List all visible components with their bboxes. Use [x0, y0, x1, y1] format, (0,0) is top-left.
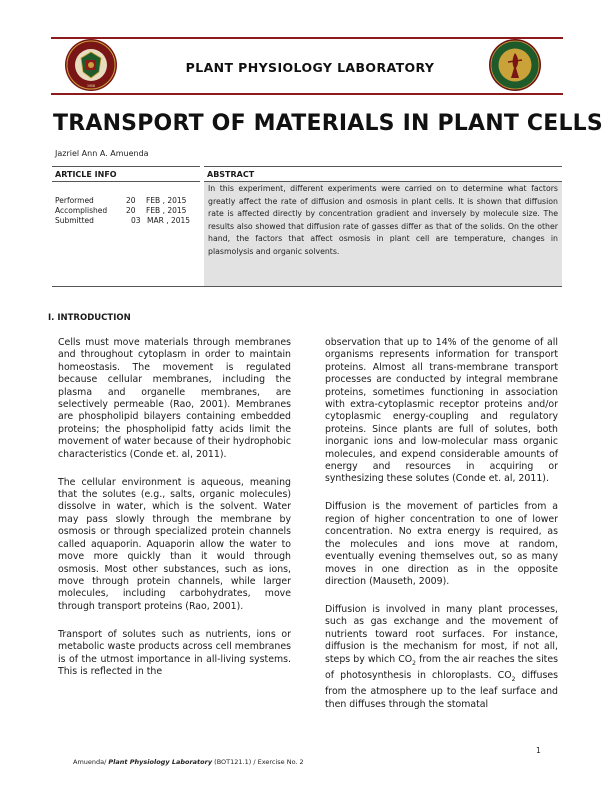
svg-text:1908: 1908: [86, 84, 96, 88]
up-visayas-seal-logo: [488, 38, 542, 92]
paragraph: The cellular environment is aqueous, meaning that the solutes (e.g., salts, organic molecules) dissolve in water, which is the solvent. Water may pass slowly through the membrane by osmosis or through specialized protein channels called aquaporin. Aquaporin allow the water to move more quickly than it would through osmosis. Most other substances, such as ions, move through protein channels, while larger molecules, including carbohydrates, move through transport proteins (Rao, 2001).: [58, 476, 291, 612]
info-date: FEB , 2015: [146, 206, 187, 215]
abstract-heading: ABSTRACT: [204, 166, 562, 182]
abstract-box: [204, 166, 562, 286]
info-row-accomplished: [52, 206, 200, 216]
running-footer: Amuenda/ Plant Physiology Laboratory (BOT121.1) / Exercise No. 2: [73, 758, 304, 766]
paragraph: Diffusion is the movement of particles from a region of higher concentration to one of lower concentration. No extra energy is required, as the molecules and ions move at random, eventually evening themselves out, so as many moves in one direction as in the opposite direction (Mauseth, 2009).: [325, 501, 558, 587]
up-seal-logo: [64, 38, 118, 92]
paper-title: TRANSPORT OF MATERIALS IN PLANT CELLS: [53, 111, 603, 136]
article-info-box: [52, 166, 200, 286]
info-day: 20: [126, 206, 136, 215]
paragraph: Cells must move materials through membranes and throughout cytoplasm in order to maintain homeostasis. The movement is regulated because cellular membranes, including the plasma and organelle membranes, are selectively permeable (Rao, 2001). Membranes are phospholipid bilayers containing embedded proteins; the phospholipid fatty acids limit the movement of water because of their hydrophobic characteristics (Conde et. al, 2011).: [58, 337, 291, 460]
info-day: 20: [126, 196, 136, 205]
info-date: MAR , 2015: [147, 216, 191, 225]
right-column: [325, 337, 558, 727]
info-label: Accomplished: [55, 206, 108, 215]
header-top-rule: [51, 37, 563, 39]
left-column: [58, 337, 291, 694]
laboratory-heading: PLANT PHYSIOLOGY LABORATORY: [185, 60, 435, 75]
paragraph: observation that up to 14% of the genome of all organisms represents information for transport proteins. Almost all trans-membrane transport processes are conducted by integral membrane proteins, sometimes functioning in association with extra-cytoplasmic receptor proteins and/or cytoplasmic energy-coupling and regulatory proteins. Since plants are full of solutes, both inorganic ions and low-molecular mass organic molecules, and expend considerable amounts of energy and resources in acquiring or synthesizing these solutes (Conde et. al, 2011).: [325, 337, 558, 485]
info-row-submitted: [52, 216, 200, 226]
info-label: Submitted: [55, 216, 94, 225]
article-info-heading: ARTICLE INFO: [52, 166, 200, 182]
page-number: 1: [536, 746, 541, 755]
author-name: Jazriel Ann A. Amuenda: [55, 149, 149, 158]
info-day: 03: [131, 216, 141, 225]
paragraph-co2: Diffusion is involved in many plant processes, such as gas exchange and the movement of nutrients toward root surfaces. For instance, diffusion is the mechanism for most, if not all, steps by which $CO_2$ from the air reaches the sites of photosynthesis in chloroplasts. $CO_2$ diffuses from the atmosphere up to the leaf surface and then diffuses through the stomatal: [325, 603, 558, 710]
info-label: Performed: [55, 196, 94, 205]
header-bottom-rule: [51, 93, 563, 95]
paragraph: Transport of solutes such as nutrients, ions or metabolic waste products across cell membranes is of the utmost importance in all-living systems. This is reflected in the: [58, 628, 291, 677]
info-row-performed: [52, 196, 200, 206]
info-date: FEB , 2015: [146, 196, 187, 205]
info-bottom-rule: [52, 286, 562, 287]
abstract-text: In this experiment, different experiments were carried on to determine what factors greatly affect the rate of diffusion and osmosis in plant cells. It is shown that diffusion rate is affected directly by concentration gradient and inversely by molecule size. The results also showed that diffusion rate of gasses differ as that of the solids. On the other hand, the factors that affect osmosis in plant cell are temperature, changes in plasmolysis and organic solvents.: [208, 184, 558, 256]
section-heading-introduction: I. INTRODUCTION: [48, 313, 131, 323]
